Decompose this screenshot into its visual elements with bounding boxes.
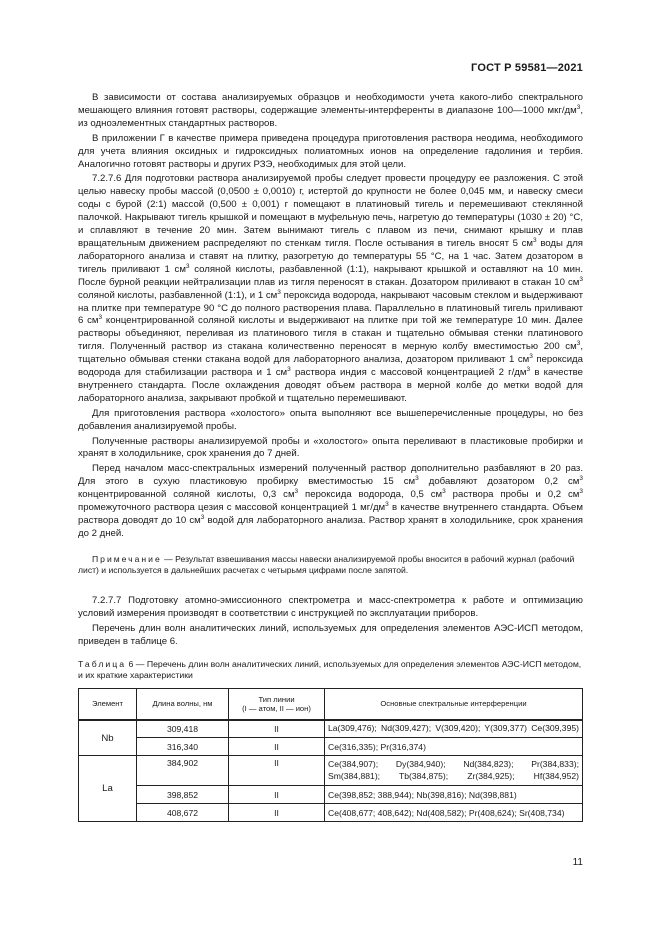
paragraph-interferent-solutions: В зависимости от состава анализируемых образцов и необходимости учета какого-либо спектрального мешающего влияния готовят растворы, содержащие элементы-интерференты в диапазоне 100—1000 мкг/$дм^3$, из одноэлементных стандартных растворов. bbox=[78, 92, 583, 129]
paragraph-dilution: Перед началом масс-спектральных измерений полученный раствор дополнительно разбавляют в 20 раз. Для этого в сухую пластиковую пробирку вместимостью 15 $см^3$ добавляют дозатором 0,2 $см^3$ концентрированной соляной кислоты, 0,3 $см^3$ пероксида водорода, 0,5 $см^3$ раствора пробы и 0,2 $см^3$ промежуточного раствора цезия с массовой концентрацией 1 $мг/дм^3$ в качестве внутреннего стандарта. Объем раствора доводят до 10 $см^3$ водой для лабораторного анализа. Раствор хранят в холодильнике, срок хранения до 2 дней. bbox=[78, 463, 584, 539]
header-interferences: Основные спектральные интерференции bbox=[325, 688, 583, 720]
header-wavelength: Длина волны, нм bbox=[137, 688, 229, 720]
line-type-cell: II bbox=[229, 786, 325, 804]
note bbox=[78, 554, 583, 577]
paragraph-storage: Полученные растворы анализируемой пробы и «холостого» опыта переливают в пластиковые пробирки и хранят в холодильнике, срок хранения до 7 дней. bbox=[78, 435, 583, 460]
header-element: Элемент bbox=[79, 688, 137, 720]
interference-cell: Ce(408,677; 408,642); Nd(408,582); Pr(408,624); Sr(408,734) bbox=[325, 804, 583, 822]
interference-cell: Ce(316,335); Pr(316,374) bbox=[325, 738, 583, 756]
note-text: — Результат взвешивания массы навески анализируемой пробы вносится в рабочий журнал (рабочий лист) и используется в дальнейших расчетах с четырьмя цифрами после запятой. bbox=[78, 553, 575, 576]
wavelength-cell: 316,340 bbox=[137, 738, 229, 756]
note-label: Примечание bbox=[92, 553, 162, 564]
line-type-cell: II bbox=[229, 738, 325, 756]
table-caption-label: Таблица bbox=[78, 658, 127, 669]
wavelength-cell: 309,418 bbox=[137, 720, 229, 738]
paragraph-blank-experiment: Для приготовления раствора «холостого» опыта выполняют все вышеперечисленные процедуры, но без добавления анализируемой пробы. bbox=[78, 407, 583, 432]
interference-cell: Ce(384,907); Dy(384,940); Nd(384,823); Pr(384,833); Sm(384,881); Tb(384,875); Zr(384,925); Hf(384,952) bbox=[325, 756, 583, 786]
line-type-cell: II bbox=[229, 756, 325, 786]
wavelength-cell: 408,672 bbox=[137, 804, 229, 822]
table-header-row bbox=[79, 688, 583, 720]
table-row bbox=[79, 804, 583, 822]
table-row bbox=[79, 786, 583, 804]
table-row bbox=[79, 756, 583, 786]
paragraph-wavelength-list: Перечень длин волн аналитических линий, используемых для определения элементов АЭС-ИСП методом, приведен в таблице 6. bbox=[78, 622, 583, 647]
table-row bbox=[79, 720, 583, 738]
element-cell: Nb bbox=[79, 720, 137, 756]
table-caption-text: 6 — Перечень длин волн аналитических линий, используемых для определения элементов АЭС-ИСП методом, и их краткие характеристики bbox=[78, 658, 582, 681]
wavelength-table bbox=[78, 688, 583, 823]
table-row bbox=[79, 738, 583, 756]
document-standard-number: ГОСТ Р 59581—2021 bbox=[471, 62, 583, 74]
table-caption bbox=[78, 659, 583, 682]
interference-cell: Ce(398,852; 388,944); Nb(398,816); Nd(398,881) bbox=[325, 786, 583, 804]
wavelength-cell: 384,902 bbox=[137, 756, 229, 786]
wavelength-cell: 398,852 bbox=[137, 786, 229, 804]
paragraph-7-2-7-7: 7.2.7.7 Подготовку атомно-эмиссионного спектрометра и масс-спектрометра к работе и оптимизацию условий измерения производят в соответствии с инструкцией по эксплуатации приборов. bbox=[78, 595, 583, 619]
paragraph-7-2-7-6: 7.2.7.6 Для подготовки раствора анализируемой пробы следует провести процедуру ее разложения. С этой целью навеску пробы массой (0,0500 ± 0,0010) г, истертой до крупности не более 0,045 мм, и навеску смеси соды с бурой (2:1) массой (0,500 ± 0,001) г помещают в платиновый тигель и перемешивают стеклянной палочкой. Накрывают тигель крышкой и помещают в муфельную печь, нагретую до температуры (1030 ± 20) °С, и сплавляют в течение 20 мин. Затем вынимают тигель с плавом из печи, снимают крышку и плав вращательным движением распределяют по стенкам тигля. После остывания в тигель вносят 5 $см^3$ воды для лабораторного анализа и ставят на плитку, разогретую до температуры 55 °С, на 1 час. Затем дозатором в тигель приливают 1 $см^3$ соляной кислоты, разбавленной (1:1), накрывают крышкой и оставляют на 10 мин. После бурной реакции нейтрализации плав из тигля переносят в стакан. Дозатором приливают в стакан 10 $см^3$ соляной кислоты, разбавленной (1:1), и 1 $см^3$ пероксида водорода, накрывают часовым стеклом и выдерживают на плитке при температуре 90 °С до полного растворения плава. Параллельно в платиновый тигель приливают 6 $см^3$ концентрированной соляной кислоты и выдерживают на плитке при той же температуре 10 мин. Далее растворы объединяют, переливая из платинового тигля в стакан и тщательно обмывая стенки платинового тигля. Полученный раствор из стакана количественно переносят в мерную колбу вместимостью 200 $см^3$, тщательно обмывая стенки стакана водой для лабораторного анализа, дозатором приливают 1 $см^3$ пероксида водорода для стабилизации раствора и 1 $см^3$ раствора индия с массовой концентрацией 2 $г/дм^3$ в качестве внутреннего стандарта. После охлаждения доводят объем раствора в мерной колбе до метки водой для лабораторного анализа, закрывают пробкой и тщательно перемешивают. bbox=[78, 173, 583, 404]
line-type-cell: II bbox=[229, 720, 325, 738]
element-cell: La bbox=[79, 756, 137, 822]
line-type-cell: II bbox=[229, 804, 325, 822]
header-line-type: Тип линии (I — атом, II — ион) bbox=[229, 688, 325, 720]
page-number: 11 bbox=[572, 857, 583, 868]
interference-cell: La(309,476); Nd(309,427); V(309,420); Y(309,377) Ce(309,395) bbox=[325, 720, 583, 738]
page-body bbox=[78, 92, 583, 822]
paragraph-appendix-g: В приложении Г в качестве примера приведена процедура приготовления раствора неодима, необходимого для учета влияния оксидных и гидроксидных полиатомных ионов на определение гадолиния и тербия. Аналогично готовят растворы и других РЗЭ, необходимых для этой цели. bbox=[78, 132, 583, 170]
